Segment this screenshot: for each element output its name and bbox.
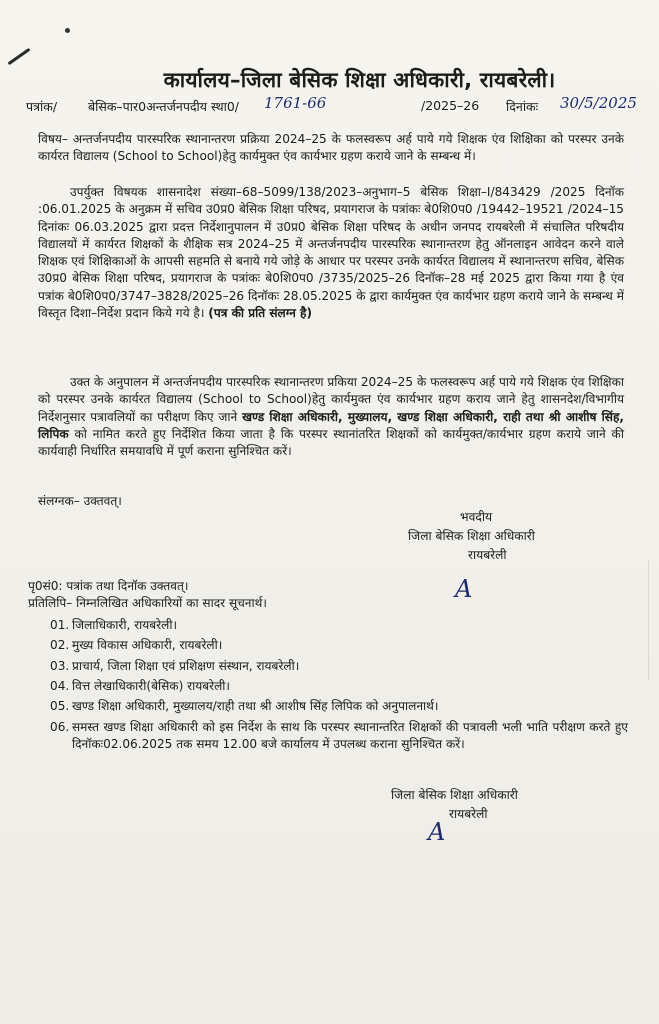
copy-heading: प्रतिलिपि– निम्नलिखित अधिकारियों का सादर सूचनार्थ। [28, 596, 267, 611]
sign1-salutation: भवदीय [460, 510, 493, 524]
body-paragraph-2 [38, 374, 624, 460]
handwritten-ref-number: 1761-66 [264, 94, 327, 112]
list-item: 04. वित्त लेखाधिकारी(बेसिक) रायबरेली। [50, 679, 230, 694]
list-item: 06. समस्त खण्ड शिक्षा अधिकारी को इस निर्देश के साथ कि परस्पर स्थानान्तरित शिक्षकों की पत्रावली भली भाति परीक्षण करते हुए दिनॉकः02.06.2025 तक समय 12.00 बजे कार्यालय में उपलब्ध कराना सुनिश्चित करें। [50, 719, 628, 752]
office-header [0, 66, 659, 94]
para2-text-a: उक्त के अनुपालन में अन्तर्जनपदीय पारस्परिक स्थानान्तरण प्रकिया 2024–25 के फलस्वरूप अर्ह पाये गये शिक्षक एंव शिक्षिका को परस्पर उनके कार्यरत विद्यालय (School to School)हेतु कार्यमुक्त एंव कार्यभार ग्रहण कराय जाने हेतु शासनदेश/विभागीय निर्देशनुसार पत्रावलियों का परीक्षण किए जाने [38, 375, 624, 424]
ref-label: पत्रांक/ [26, 99, 58, 114]
ink-dot [65, 28, 70, 33]
list-item: 02. मुख्य विकास अधिकारी, रायबरेली। [50, 638, 223, 653]
ref-year: /2025–26 [421, 98, 480, 113]
subject-paragraph: विषय– अन्तर्जनपदीय पारस्परिक स्थानान्तरण प्रक्रिया 2024–25 के फलस्वरूप अर्ह पाये गये शिक्षक एंव शिक्षिका को परस्पर उनके कार्यरत विद्यालय (School to School)हेतु कार्यमुक्त एंव कार्यभार ग्रहण कराये जाने के सम्बन्ध में। [38, 132, 624, 164]
signature-block-2 [391, 786, 611, 824]
body-paragraph-1 [38, 184, 624, 322]
reference-line [26, 94, 636, 116]
copy-block [28, 578, 628, 757]
signature-block-1 [408, 508, 608, 565]
paper-edge [648, 560, 659, 680]
list-item: 01. जिलाधिकारी, रायबरेली। [50, 617, 178, 632]
sign2-designation: जिला बेसिक शिक्षा अधिकारी [391, 788, 518, 802]
copy-ref-line: पृ0सं0: पत्रांक तथा दिनॉक उक्तवत्। [28, 579, 189, 593]
para2-nominees: खण्ड शिक्षा अधिकारी, मुख्यालय, खण्ड शिक्षा अधिकारी, राही तथा श्री आशीष सिंह, लिपिक [38, 409, 624, 441]
sign1-designation: जिला बेसिक शिक्षा अधिकारी [408, 529, 535, 543]
sign1-place: रायबरेली [468, 548, 507, 562]
pen-mark [7, 48, 30, 65]
date-label: दिनांकः [506, 99, 539, 114]
office-title: कार्यालय–जिला बेसिक शिक्षा अधिकारी, रायबरेली। [163, 68, 556, 92]
para2-text-b: को नामित करते हुए निर्देशित किया जाता है कि परस्पर स्थानांतरित शिक्षकों को कार्यमुक्त/कार्यभार ग्रहण कराये जाने की कार्यवाही निर्धारित समयावधि में पूर्ण कराना सुनिश्चित करें। [38, 426, 624, 459]
attachment-note: संलग्नक– उक्तवत्। [38, 494, 122, 508]
ref-dept: बेसिक–पार0अन्तर्जनपदीय स्था0/ [88, 99, 240, 114]
list-item: 05. खण्ड शिक्षा अधिकारी, मुख्यालय/राही तथा श्री आशीष सिंह लिपिक को अनुपालनार्थ। [50, 699, 439, 714]
handwritten-date: 30/5/2025 [560, 94, 637, 112]
sign2-place: रायबरेली [449, 807, 488, 821]
signature-mark-2: A [428, 818, 446, 846]
para1-text: उपर्युक्त विषयक शासनादेश संख्या–68–5099/138/2023–अनुभाग–5 बेसिक शिक्षा–I/843429 /2025 दिनॉक :06.01.2025 के अनुक्रम में सचिव उ0प्र0 बेसिक शिक्षा परिषद, प्रयागराज के पत्रांकः बे0शि0प0 /19442–19521 /2024–15 दिनांकः 06.03.2025 द्वारा प्रदत्त निर्देशानुपालन में उ0प्र0 बेसिक शिक्षा परिषद के अधीन जनपद रायबरेली में संचालित परिषदीय विद्यालयों में कार्यरत शिक्षकों के शैक्षिक सत्र 2024–25 में अन्तर्जनपदीय पारस्परिक स्थानान्तरण हेतु ऑनलाइन आवेदन करने वाले शिक्षक एवं शिक्षिकाओं के आपसी सहमति से बनाये गये जोड़े के आधार पर परस्पर उनके कार्यरत विद्यालय में स्थानान्तरण सचिव, बेसिक उ0प्र0 बेसिक शिक्षा परिषद, प्रयागराज के पत्रांकः बे0शि0प0 /3735/2025–26 दिनॉक–28 मई 2025 द्वारा किया गया है एंव पत्रांक बे0शि0प0/3747–3828/2025–26 दिनॉकः 28.05.2025 के द्वारा कार्यमुक्त एंव कार्यभार ग्रहण कराये जाने के सम्बन्ध में विस्तृत दिशा–निर्देश प्रदान किये गये है। [38, 185, 624, 321]
copy-recipient-list [50, 617, 628, 754]
para1-enclosure-note: (पत्र की प्रति संलग्न है) [208, 306, 312, 321]
signature-mark-1: A [455, 575, 473, 603]
list-item: 03. प्राचार्य, जिला शिक्षा एवं प्रशिक्षण संस्थान, रायबरेली। [50, 658, 300, 673]
